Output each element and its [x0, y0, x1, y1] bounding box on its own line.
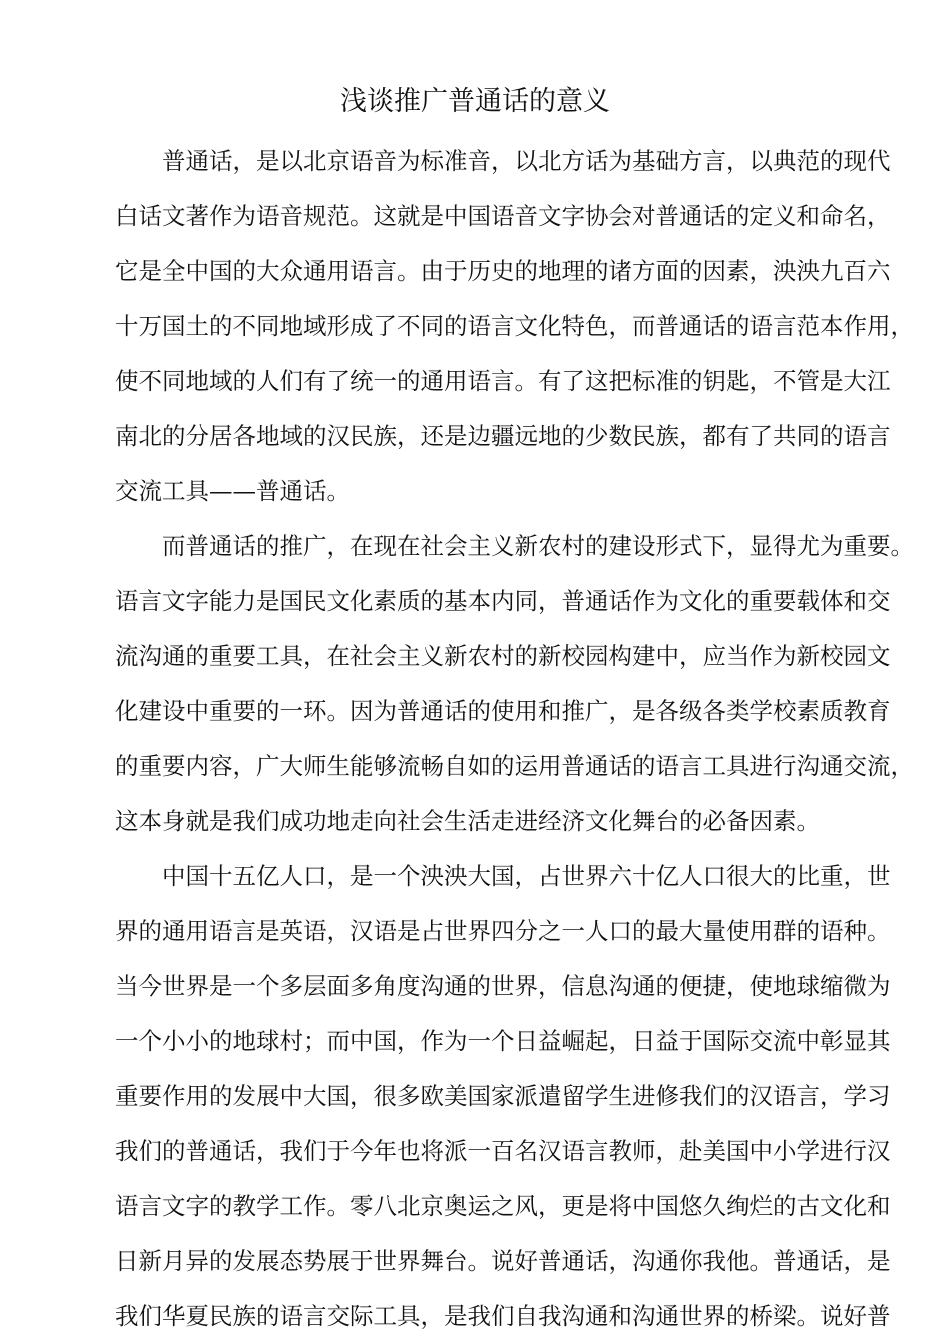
text-line: 化建设中重要的一环。因为普通话的使用和推广，是各级各类学校素质教育	[115, 697, 891, 725]
text-line: 一个小小的地球村；而中国，作为一个日益崛起，日益于国际交流中彰显其	[115, 1027, 891, 1055]
text-line: 语言文字能力是国民文化素质的基本内同，普通话作为文化的重要载体和交	[115, 587, 891, 615]
text-line: 中国十五亿人口，是一个泱泱大国，占世界六十亿人口很大的比重，世	[162, 862, 891, 890]
text-line: 重要作用的发展中大国，很多欧美国家派遣留学生进修我们的汉语言，学习	[115, 1082, 891, 1110]
text-line: 语言文字的教学工作。零八北京奥运之风，更是将中国悠久绚烂的古文化和	[115, 1192, 891, 1220]
text-line: 我们华夏民族的语言交际工具，是我们自我沟通和沟通世界的桥梁。说好普	[115, 1302, 891, 1330]
text-line: 白话文著作为语音规范。这就是中国语音文字协会对普通话的定义和命名，	[115, 202, 891, 230]
text-line: 流沟通的重要工具，在社会主义新农村的新校园构建中，应当作为新校园文	[115, 642, 891, 670]
document-title: 浅谈推广普通话的意义	[340, 86, 610, 117]
document-body	[115, 134, 914, 1344]
text-line: 使不同地域的人们有了统一的通用语言。有了这把标准的钥匙，不管是大江	[115, 367, 891, 395]
text-line: 它是全中国的大众通用语言。由于历史的地理的诸方面的因素，泱泱九百六	[115, 257, 891, 285]
text-line: 日新月异的发展态势展于世界舞台。说好普通话，沟通你我他。普通话，是	[115, 1247, 891, 1275]
text-line: 这本身就是我们成功地走向社会生活走进经济文化舞台的必备因素。	[115, 807, 820, 835]
text-line: 南北的分居各地域的汉民族，还是边疆远地的少数民族，都有了共同的语言	[115, 422, 891, 450]
text-line: 十万国土的不同地域形成了不同的语言文化特色，而普通话的语言范本作用，	[115, 312, 914, 340]
paragraph-3	[115, 849, 891, 1344]
text-line: 的重要内容，广大师生能够流畅自如的运用普通话的语言工具进行沟通交流，	[115, 752, 914, 780]
paragraph-2	[115, 519, 914, 849]
text-line: 交流工具——普通话。	[115, 477, 350, 505]
text-line: 当今世界是一个多层面多角度沟通的世界，信息沟通的便捷，使地球缩微为	[115, 972, 891, 1000]
text-line: 我们的普通话，我们于今年也将派一百名汉语言教师，赴美国中小学进行汉	[115, 1137, 891, 1165]
text-line: 普通话，是以北京语音为标准音，以北方话为基础方言，以典范的现代	[162, 147, 891, 175]
text-line: 而普通话的推广，在现在社会主义新农村的建设形式下，显得尤为重要。	[162, 532, 914, 560]
paragraph-1	[115, 134, 914, 519]
text-line: 界的通用语言是英语，汉语是占世界四分之一人口的最大量使用群的语种。	[115, 917, 891, 945]
